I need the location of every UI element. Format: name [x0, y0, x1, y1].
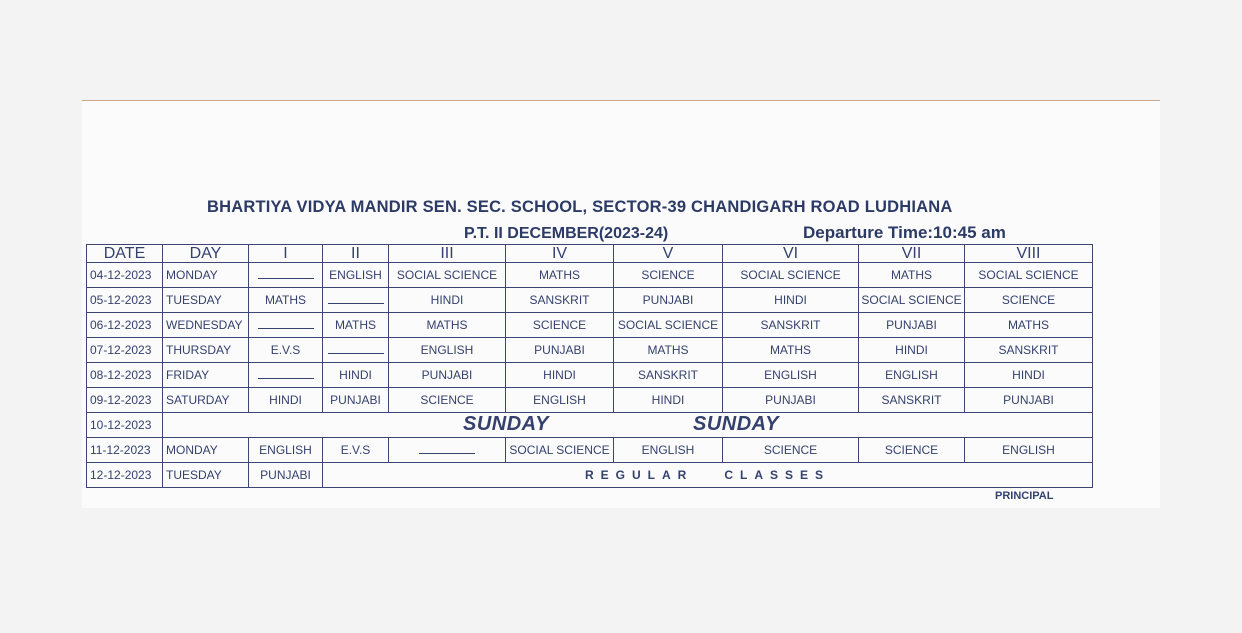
date-cell: 05-12-2023 [87, 288, 163, 313]
subject-cell: PUNJABI [723, 388, 859, 413]
col-header-class-iv: IV [506, 245, 614, 263]
col-header-class-iii: III [389, 245, 506, 263]
subject-cell: SCIENCE [614, 263, 723, 288]
subject-cell: SCIENCE [723, 438, 859, 463]
subject-cell: MATHS [859, 263, 965, 288]
table-row [87, 388, 1093, 413]
day-cell: WEDNESDAY [163, 313, 249, 338]
departure-time: Departure Time:10:45 am [803, 223, 1006, 242]
subject-cell-blank [249, 263, 323, 288]
subject-cell: HINDI [323, 363, 389, 388]
subject-cell: SCIENCE [965, 288, 1093, 313]
subject-cell: E.V.S [323, 438, 389, 463]
subject-cell: PUNJABI [506, 338, 614, 363]
table-row [87, 363, 1093, 388]
subject-cell: HINDI [506, 363, 614, 388]
subject-cell: PUNJABI [249, 463, 323, 488]
day-cell: TUESDAY [163, 463, 249, 488]
subject-cell: ENGLISH [389, 338, 506, 363]
subject-cell: ENGLISH [249, 438, 323, 463]
school-name: BHARTIYA VIDYA MANDIR SEN. SEC. SCHOOL, SECTOR-39 CHANDIGARH ROAD LUDHIANA [207, 198, 953, 216]
subject-cell-blank [389, 438, 506, 463]
col-header-class-vii: VII [859, 245, 965, 263]
subject-cell: ENGLISH [506, 388, 614, 413]
subject-cell: HINDI [723, 288, 859, 313]
subject-cell: PUNJABI [859, 313, 965, 338]
date-cell: 04-12-2023 [87, 263, 163, 288]
header-row [87, 245, 1093, 263]
subject-cell: ENGLISH [614, 438, 723, 463]
sunday-label: SUNDAY [463, 413, 549, 435]
subject-cell: SCIENCE [506, 313, 614, 338]
subject-cell: ENGLISH [723, 363, 859, 388]
subject-cell: ENGLISH [323, 263, 389, 288]
schedule-body [87, 263, 1093, 488]
subject-cell: PUNJABI [389, 363, 506, 388]
subject-cell-blank [323, 288, 389, 313]
subject-cell: SANSKRIT [723, 313, 859, 338]
col-header-class-v: V [614, 245, 723, 263]
day-cell: MONDAY [163, 263, 249, 288]
blank-line [419, 444, 475, 454]
date-cell: 10-12-2023 [87, 413, 163, 438]
table-row [87, 338, 1093, 363]
exam-title: P.T. II DECEMBER(2023-24) [464, 225, 669, 242]
sunday-cell [163, 413, 1093, 438]
subject-cell: HINDI [614, 388, 723, 413]
subject-cell: MATHS [506, 263, 614, 288]
sunday-row [87, 413, 1093, 438]
blank-line [328, 294, 384, 304]
day-cell: FRIDAY [163, 363, 249, 388]
date-cell: 08-12-2023 [87, 363, 163, 388]
col-header-class-ii: II [323, 245, 389, 263]
table-row [87, 438, 1093, 463]
col-header-class-vi: VI [723, 245, 859, 263]
day-cell: TUESDAY [163, 288, 249, 313]
blank-line [328, 344, 384, 354]
day-cell: THURSDAY [163, 338, 249, 363]
subject-cell: MATHS [249, 288, 323, 313]
subject-cell: MATHS [723, 338, 859, 363]
date-cell: 06-12-2023 [87, 313, 163, 338]
regular-classes-cell: REGULAR CLASSES [323, 463, 1093, 488]
subject-cell: HINDI [859, 338, 965, 363]
subject-cell: HINDI [249, 388, 323, 413]
subject-cell: ENGLISH [965, 438, 1093, 463]
day-cell: SATURDAY [163, 388, 249, 413]
subject-cell: MATHS [614, 338, 723, 363]
col-header-date: DATE [87, 245, 163, 263]
sunday-label: SUNDAY [693, 413, 779, 435]
col-header-class-i: I [249, 245, 323, 263]
subject-cell: SCIENCE [859, 438, 965, 463]
date-cell: 11-12-2023 [87, 438, 163, 463]
principal-signature-label: PRINCIPAL [995, 490, 1054, 502]
subject-cell: SOCIAL SCIENCE [389, 263, 506, 288]
subject-cell: SANSKRIT [614, 363, 723, 388]
subject-cell: SOCIAL SCIENCE [723, 263, 859, 288]
day-cell: MONDAY [163, 438, 249, 463]
table-row [87, 263, 1093, 288]
blank-line [258, 319, 314, 329]
subject-cell: SANSKRIT [965, 338, 1093, 363]
subject-cell: E.V.S [249, 338, 323, 363]
subject-cell: MATHS [323, 313, 389, 338]
subject-cell: HINDI [965, 363, 1093, 388]
subject-cell: SOCIAL SCIENCE [965, 263, 1093, 288]
subject-cell: SCIENCE [389, 388, 506, 413]
date-cell: 09-12-2023 [87, 388, 163, 413]
date-cell: 12-12-2023 [87, 463, 163, 488]
col-header-class-viii: VIII [965, 245, 1093, 263]
blank-line [258, 369, 314, 379]
datesheet-table [86, 244, 1093, 488]
subject-cell: PUNJABI [965, 388, 1093, 413]
subject-cell: SANSKRIT [859, 388, 965, 413]
subject-cell: PUNJABI [614, 288, 723, 313]
subject-cell: SOCIAL SCIENCE [614, 313, 723, 338]
subject-cell-blank [323, 338, 389, 363]
subject-cell-blank [249, 313, 323, 338]
subject-cell: ENGLISH [859, 363, 965, 388]
subject-cell: HINDI [389, 288, 506, 313]
table-row [87, 313, 1093, 338]
subject-cell: MATHS [389, 313, 506, 338]
table-row [87, 463, 1093, 488]
subject-cell: MATHS [965, 313, 1093, 338]
table-row [87, 288, 1093, 313]
blank-line [258, 269, 314, 279]
subject-cell: SOCIAL SCIENCE [506, 438, 614, 463]
subject-cell: SANSKRIT [506, 288, 614, 313]
col-header-day: DAY [163, 245, 249, 263]
subject-cell: PUNJABI [323, 388, 389, 413]
date-cell: 07-12-2023 [87, 338, 163, 363]
subject-cell-blank [249, 363, 323, 388]
subject-cell: SOCIAL SCIENCE [859, 288, 965, 313]
